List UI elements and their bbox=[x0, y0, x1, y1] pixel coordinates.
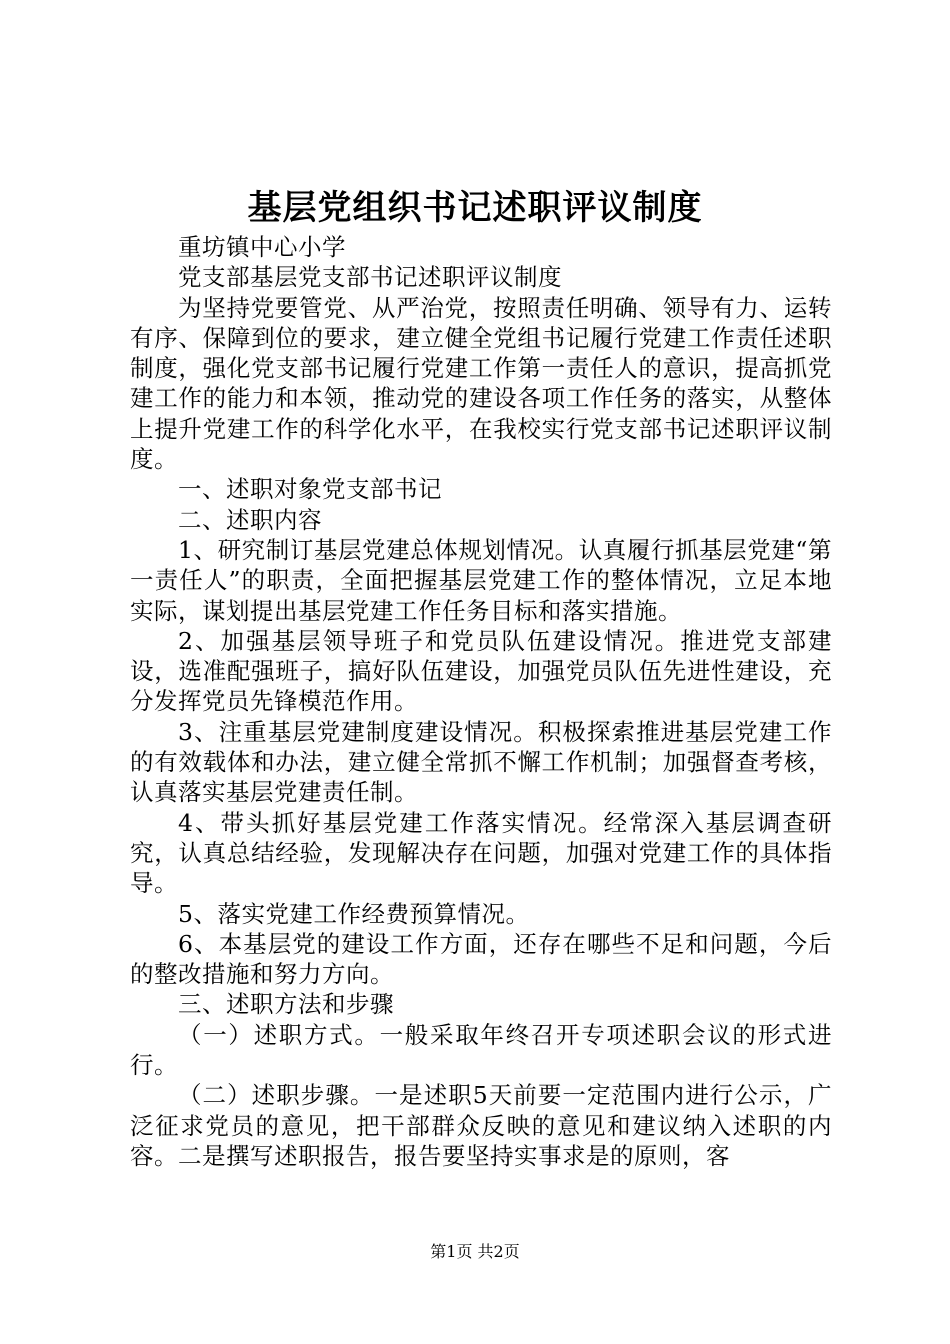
section-heading-1: 一、述职对象党支部书记 bbox=[178, 475, 442, 504]
school-name: 重坊镇中心小学 bbox=[178, 233, 346, 261]
content-item-2: 2、加强基层领导班子和党员队伍建设情况。推进党支部建设，选准配强班子，搞好队伍建设，加强党员队伍先进性建设，充分发挥党员先锋模范作用。 bbox=[130, 626, 832, 716]
method-item-2: （二）述职步骤。一是述职5天前要一定范围内进行公示，广泛征求党员的意见，把干部群众反映的意见和建议纳入述职的内容。二是撰写述职报告，报告要坚持实事求是的原则，客 bbox=[130, 1081, 832, 1170]
method-item-1: （一）述职方式。一般采取年终召开专项述职会议的形式进行。 bbox=[130, 1020, 832, 1080]
section-heading-2: 二、述职内容 bbox=[178, 505, 322, 534]
page-number-footer: 第1页 共2页 bbox=[430, 1242, 520, 1261]
document-title: 基层党组织书记述职评议制度 bbox=[247, 188, 703, 228]
content-item-1: 1、研究制订基层党建总体规划情况。认真履行抓基层党建“第一责任人”的职责，全面把握基层党建工作的整体情况，立足本地实际，谋划提出基层党建工作任务目标和落实措施。 bbox=[130, 535, 832, 625]
content-item-6: 6、本基层党的建设工作方面，还存在哪些不足和问题，今后的整改措施和努力方向。 bbox=[130, 929, 832, 989]
content-item-4: 4、带头抓好基层党建工作落实情况。经常深入基层调查研究，认真总结经验，发现解决存在问题，加强对党建工作的具体指导。 bbox=[130, 808, 832, 898]
system-subtitle: 党支部基层党支部书记述职评议制度 bbox=[178, 263, 562, 292]
intro-paragraph: 为坚持党要管党、从严治党，按照责任明确、领导有力、运转有序、保障到位的要求，建立健全党组书记履行党建工作责任述职制度，强化党支部书记履行党建工作第一责任人的意识，提高抓党建工作的能力和本领，推动党的建设各项工作任务的落实，从整体上提升党建工作的科学化水平，在我校实行党支部书记述职评议制度。 bbox=[130, 293, 832, 474]
content-item-5: 5、落实党建工作经费预算情况。 bbox=[178, 899, 530, 928]
section-heading-3: 三、述职方法和步骤 bbox=[178, 990, 394, 1019]
content-item-3: 3、注重基层党建制度建设情况。积极探索推进基层党建工作的有效载体和办法，建立健全常抓不懈工作机制；加强督查考核，认真落实基层党建责任制。 bbox=[130, 717, 832, 807]
document-body bbox=[130, 232, 832, 1171]
